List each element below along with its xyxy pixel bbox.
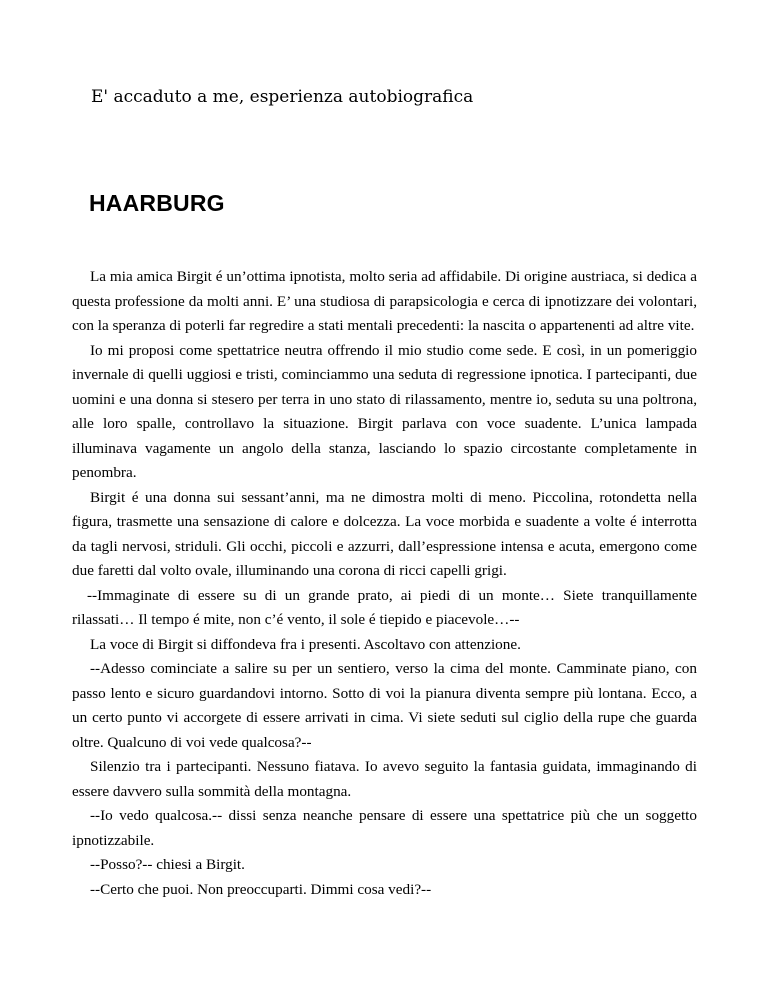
paragraph: --Certo che puoi. Non preoccuparti. Dimmi cosa vedi?--	[90, 880, 432, 898]
document-title: HAARBURG	[89, 190, 225, 216]
paragraph: La mia amica Birgit é un’ottima ipnotista, molto seria ad affidabile. Di origine austriaca, si dedica a questa professione da molti anni. E’ una studiosa di parapsicologia e cerca di ipnotizzare dei volontari, con la speranza di poterli far regredire a stati mentali precedenti: la nascita o appartenenti ad altre vite.	[72, 268, 697, 334]
paragraph: La voce di Birgit si diffondeva fra i presenti. Ascoltavo con attenzione.	[90, 635, 521, 653]
paragraph: --Immaginate di essere su di un grande prato, ai piedi di un monte… Siete tranquillamente rilassati… Il tempo é mite, non c’é vento, il sole é tiepido e piacevole…--	[72, 586, 697, 628]
paragraph: --Adesso cominciate a salire su per un sentiero, verso la cima del monte. Camminate piano, con passo lento e sicuro guardandovi intorno. Sotto di voi la pianura diventa sempre più lontana. Ecco, a un certo punto vi accorgete di essere arrivati in cima. Vi siete seduti sul ciglio della rupe che guarda oltre. Qualcuno di voi vede qualcosa?--	[72, 660, 697, 751]
paragraph: Birgit é una donna sui sessant’anni, ma ne dimostra molti di meno. Piccolina, rotondetta nella figura, trasmette una sensazione di calore e dolcezza. La voce morbida e suadente a volte é interrotta da tagli nervosi, striduli. Gli occhi, piccoli e azzurri, dall’espressione intensa e acuta, emergono come due faretti dal volto ovale, illuminando una corona di ricci capelli grigi.	[72, 488, 697, 579]
document-subtitle: E' accaduto a me, esperienza autobiografica	[91, 87, 474, 107]
document-body	[72, 265, 697, 902]
paragraph: Io mi proposi come spettatrice neutra offrendo il mio studio come sede. E così, in un pomeriggio invernale di quelli uggiosi e tristi, cominciammo una seduta di regressione ipnotica. I partecipanti, due uomini e una donna si stesero per terra in uno stato di rilassamento, mentre io, seduta su una poltrona, alle loro spalle, controllavo la situazione. Birgit parlava con voce suadente. L’unica lampada illuminava vagamente un angolo della stanza, lasciando lo spazio circostante completamente in penombra.	[72, 341, 697, 481]
paragraph: Silenzio tra i partecipanti. Nessuno fiatava. Io avevo seguito la fantasia guidata, immaginando di essere davvero sulla sommità della montagna.	[72, 758, 697, 800]
paragraph: --Io vedo qualcosa.-- dissi senza neanche pensare di essere una spettatrice più che un soggetto ipnotizzabile.	[72, 807, 697, 849]
paragraph: --Posso?-- chiesi a Birgit.	[90, 856, 245, 873]
